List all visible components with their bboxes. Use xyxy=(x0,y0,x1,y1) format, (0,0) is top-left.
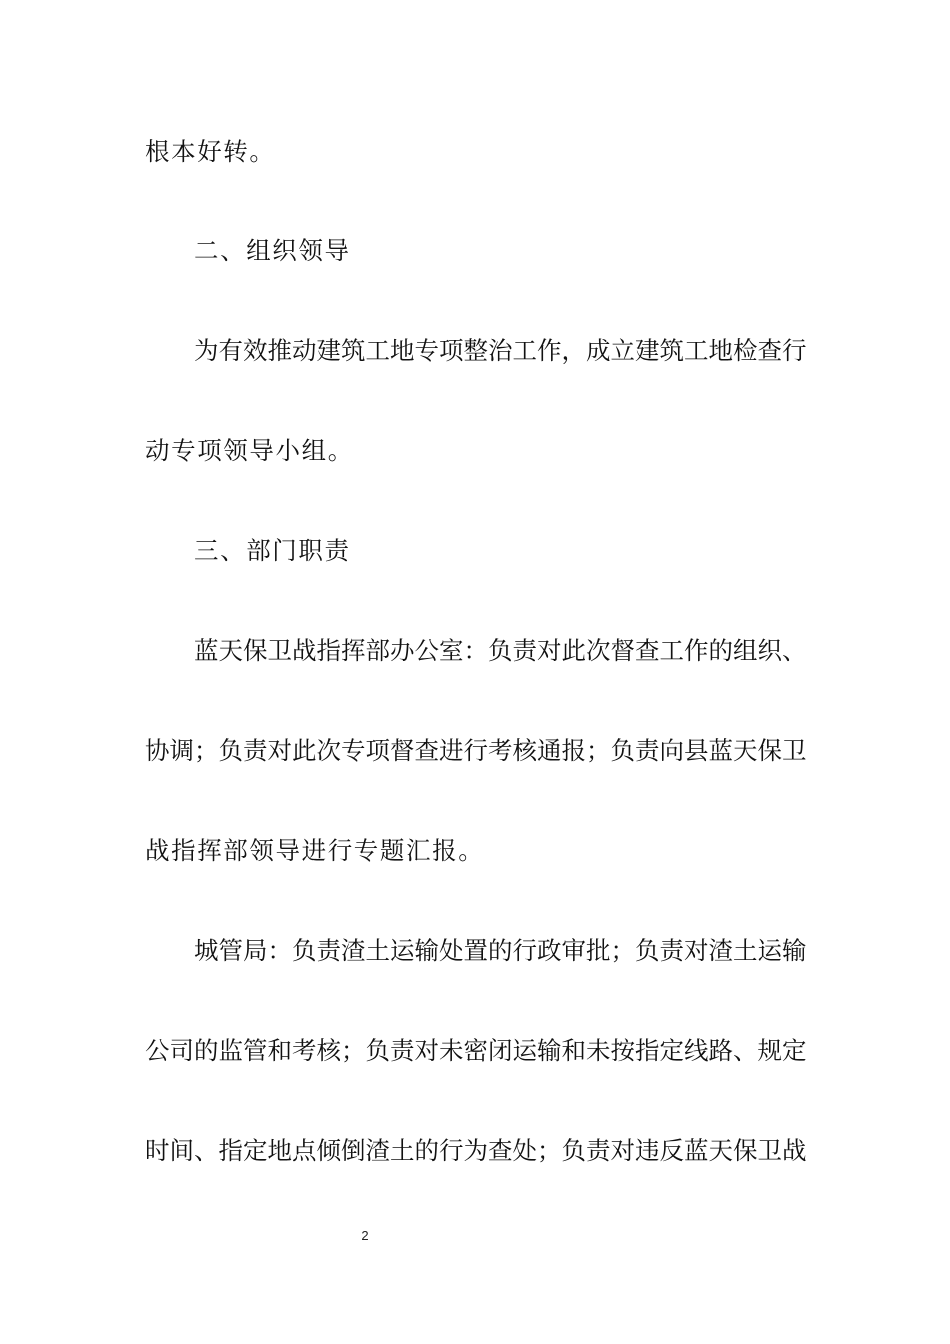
paragraph-line: 公司的监管和考核；负责对未密闭运输和未按指定线路、规定 xyxy=(145,1036,807,1065)
paragraph-line: 战指挥部领导进行专题汇报。 xyxy=(145,836,485,865)
paragraph-continuation: 根本好转。 xyxy=(145,137,276,166)
paragraph-line: 时间、指定地点倾倒渣土的行为查处；负责对违反蓝天保卫战 xyxy=(145,1136,807,1165)
page-number: 2 xyxy=(361,1228,369,1243)
section-heading-organization: 二、组织领导 xyxy=(194,236,351,265)
paragraph-line: 协调；负责对此次专项督查进行考核通报；负责向县蓝天保卫 xyxy=(145,736,807,765)
paragraph-line: 为有效推动建筑工地专项整治工作，成立建筑工地检查行 xyxy=(194,336,807,365)
section-heading-responsibilities: 三、部门职责 xyxy=(194,536,351,565)
paragraph-line: 动专项领导小组。 xyxy=(145,436,354,465)
paragraph-line: 蓝天保卫战指挥部办公室：负责对此次督查工作的组织、 xyxy=(194,636,807,665)
paragraph-line: 城管局：负责渣土运输处置的行政审批；负责对渣土运输 xyxy=(194,936,807,965)
